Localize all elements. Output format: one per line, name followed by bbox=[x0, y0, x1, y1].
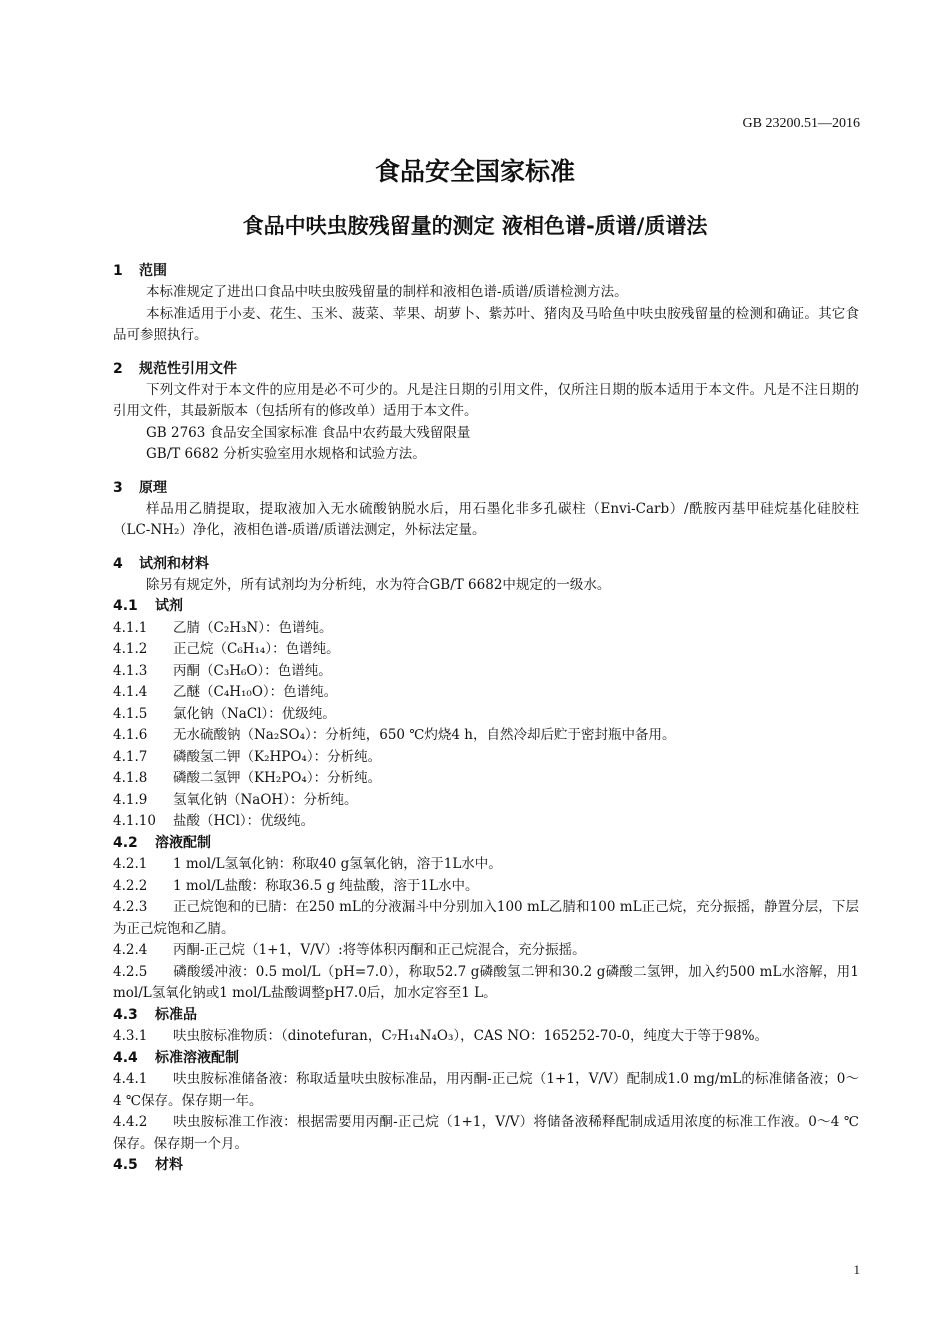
reference-item: GB 2763 食品安全国家标准 食品中农药最大残留限量 bbox=[146, 424, 471, 441]
subsection-heading-4-5 bbox=[113, 1155, 859, 1177]
section-title: 原理 bbox=[139, 479, 167, 496]
subsection-number: 4.1 bbox=[113, 598, 138, 614]
item-number: 4.1.1 bbox=[113, 619, 148, 636]
section-number: 4 bbox=[113, 555, 123, 572]
item-number: 4.2.3 bbox=[113, 899, 148, 915]
subsection-heading-4-2 bbox=[113, 833, 859, 855]
item-number: 4.1.5 bbox=[113, 705, 148, 722]
paragraph: 下列文件对于本文件的应用是必不可少的。凡是注日期的引用文件，仅所注日期的版本适用于本文件。凡是不注日期的引用文件，其最新版本（包括所有的修改单）适用于本文件。 bbox=[113, 381, 859, 419]
item-text: 乙醚（C₄H₁₀O）：色谱纯。 bbox=[173, 684, 338, 700]
item-text: 丙酮-正己烷（1+1，V/V）:将等体积丙酮和正己烷混合，充分振摇。 bbox=[173, 942, 586, 958]
item-text: 乙腈（C₂H₃N）：色谱纯。 bbox=[173, 619, 333, 636]
subsection-title: 溶液配制 bbox=[155, 834, 211, 851]
section-heading-4 bbox=[113, 553, 859, 575]
section-heading-3 bbox=[113, 477, 859, 499]
paragraph: 本标准规定了进出口食品中呋虫胺残留量的制样和液相色谱-质谱/质谱检测方法。 bbox=[146, 284, 628, 300]
list-item bbox=[113, 639, 859, 661]
item-number: 4.2.4 bbox=[113, 942, 148, 958]
item-number: 4.2.1 bbox=[113, 856, 148, 872]
item-text: 呋虫胺标准工作液：根据需要用丙酮-正己烷（1+1，V/V）将储备液稀释配制成适用浓度的标准工作液。0～4 ℃保存。保存期一个月。 bbox=[113, 1114, 859, 1152]
item-text: 磷酸二氢钾（KH₂PO₄）：分析纯。 bbox=[173, 770, 382, 786]
list-item bbox=[113, 768, 859, 790]
section-number: 1 bbox=[113, 263, 123, 279]
section-number: 2 bbox=[113, 360, 123, 377]
subsection-number: 4.2 bbox=[113, 834, 138, 851]
section-number: 3 bbox=[113, 479, 123, 496]
subsection-number: 4.3 bbox=[113, 1006, 138, 1023]
item-text: 盐酸（HCl）：优级纯。 bbox=[173, 813, 315, 829]
list-item bbox=[113, 682, 859, 704]
item-number: 4.1.6 bbox=[113, 727, 148, 743]
subsection-title: 标准品 bbox=[155, 1006, 197, 1023]
section-heading-1 bbox=[113, 260, 859, 282]
item-number: 4.4.2 bbox=[113, 1114, 148, 1130]
item-number: 4.4.1 bbox=[113, 1071, 148, 1087]
paragraph: 除另有规定外，所有试剂均为分析纯，水为符合GB/T 6682中规定的一级水。 bbox=[146, 576, 611, 593]
list-item bbox=[113, 704, 859, 726]
item-number: 4.1.4 bbox=[113, 684, 148, 700]
subsection-title: 试剂 bbox=[155, 598, 183, 614]
item-number: 4.1.9 bbox=[113, 791, 148, 808]
subsection-heading-4-4 bbox=[113, 1048, 859, 1070]
list-item bbox=[113, 1112, 859, 1155]
section-title: 试剂和材料 bbox=[139, 555, 209, 572]
list-item bbox=[113, 897, 859, 940]
subsection-number: 4.4 bbox=[113, 1049, 138, 1066]
sub-title: 食品中呋虫胺残留量的测定 液相色谱-质谱/质谱法 bbox=[242, 214, 708, 238]
item-number: 4.3.1 bbox=[113, 1028, 148, 1044]
main-title: 食品安全国家标准 bbox=[374, 157, 575, 186]
item-number: 4.1.2 bbox=[113, 641, 148, 657]
list-item bbox=[113, 661, 859, 683]
list-item bbox=[113, 618, 859, 640]
item-text: 磷酸缓冲液：0.5 mol/L（pH=7.0），称取52.7 g磷酸氢二钾和30.2 g磷酸二氢钾，加入约500 mL水溶解，用1 mol/L氢氧化钠或1 mol/L盐酸调整pH7.0后，加水定容至1 L。 bbox=[113, 963, 859, 1001]
item-text: 磷酸氢二钾（K₂HPO₄）：分析纯。 bbox=[173, 748, 382, 765]
subsection-title: 材料 bbox=[155, 1157, 183, 1173]
item-number: 4.2.5 bbox=[113, 963, 148, 980]
item-number: 4.1.7 bbox=[113, 748, 148, 765]
item-text: 氯化钠（NaCl）：优级纯。 bbox=[173, 705, 336, 722]
section-title: 范围 bbox=[139, 263, 167, 279]
item-text: 呋虫胺标准储备液：称取适量呋虫胺标准品，用丙酮-正己烷（1+1，V/V）配制成1.0 mg/mL的标准储备液；0～4 ℃保存。保存期一年。 bbox=[113, 1071, 859, 1109]
item-text: 呋虫胺标准物质：（dinotefuran，C₇H₁₄N₄O₃），CAS NO：165252-70-0，纯度大于等于98%。 bbox=[173, 1028, 769, 1044]
reference-item: GB/T 6682 分析实验室用水规格和试验方法。 bbox=[146, 446, 426, 462]
page-number: 1 bbox=[853, 1262, 860, 1277]
paragraph: 本标准适用于小麦、花生、玉米、菠菜、苹果、胡萝卜、紫苏叶、猪肉及马哈鱼中呋虫胺残留量的检测和确证。其它食品可参照执行。 bbox=[113, 305, 859, 343]
paragraph: 样品用乙腈提取，提取液加入无水硫酸钠脱水后，用石墨化非多孔碳柱（Envi-Carb）/酰胺丙基甲硅烷基化硅胶柱（LC-NH₂）净化，液相色谱-质谱/质谱法测定，外标法定量。 bbox=[113, 500, 859, 538]
item-text: 氢氧化钠（NaOH）：分析纯。 bbox=[173, 791, 358, 808]
subsection-number: 4.5 bbox=[113, 1157, 138, 1173]
list-item bbox=[113, 940, 859, 962]
item-text: 1 mol/L氢氧化钠：称取40 g氢氧化钠，溶于1L水中。 bbox=[173, 856, 502, 872]
section-title: 规范性引用文件 bbox=[139, 360, 237, 377]
list-item bbox=[113, 725, 859, 747]
item-number: 4.1.10 bbox=[113, 813, 156, 829]
standard-number: GB 23200.51—2016 bbox=[742, 116, 860, 131]
subsection-title: 标准溶液配制 bbox=[155, 1049, 239, 1066]
list-item bbox=[113, 811, 859, 833]
subsection-heading-4-3 bbox=[113, 1005, 859, 1027]
list-item bbox=[113, 1069, 859, 1112]
list-item bbox=[113, 876, 859, 898]
item-number: 4.1.3 bbox=[113, 662, 148, 679]
item-number: 4.2.2 bbox=[113, 877, 148, 894]
section-heading-2 bbox=[113, 358, 859, 380]
item-text: 无水硫酸钠（Na₂SO₄）：分析纯，650 ℃灼烧4 h，自然冷却后贮于密封瓶中备用。 bbox=[173, 727, 676, 743]
item-number: 4.1.8 bbox=[113, 770, 148, 786]
list-item bbox=[113, 1026, 859, 1048]
item-text: 1 mol/L盐酸：称取36.5 g 纯盐酸，溶于1L水中。 bbox=[173, 877, 479, 894]
item-text: 正己烷（C₆H₁₄）：色谱纯。 bbox=[173, 641, 340, 657]
subsection-heading-4-1 bbox=[113, 596, 859, 618]
item-text: 丙酮（C₃H₆O）：色谱纯。 bbox=[173, 662, 332, 679]
item-text: 正己烷饱和的已腈：在250 mL的分液漏斗中分别加入100 mL乙腈和100 mL正己烷，充分振摇，静置分层，下层为正己烷饱和乙腈。 bbox=[113, 899, 859, 937]
list-item bbox=[113, 747, 859, 769]
document-body bbox=[113, 258, 859, 1177]
list-item bbox=[113, 854, 859, 876]
list-item bbox=[113, 790, 859, 812]
list-item bbox=[113, 962, 859, 1005]
